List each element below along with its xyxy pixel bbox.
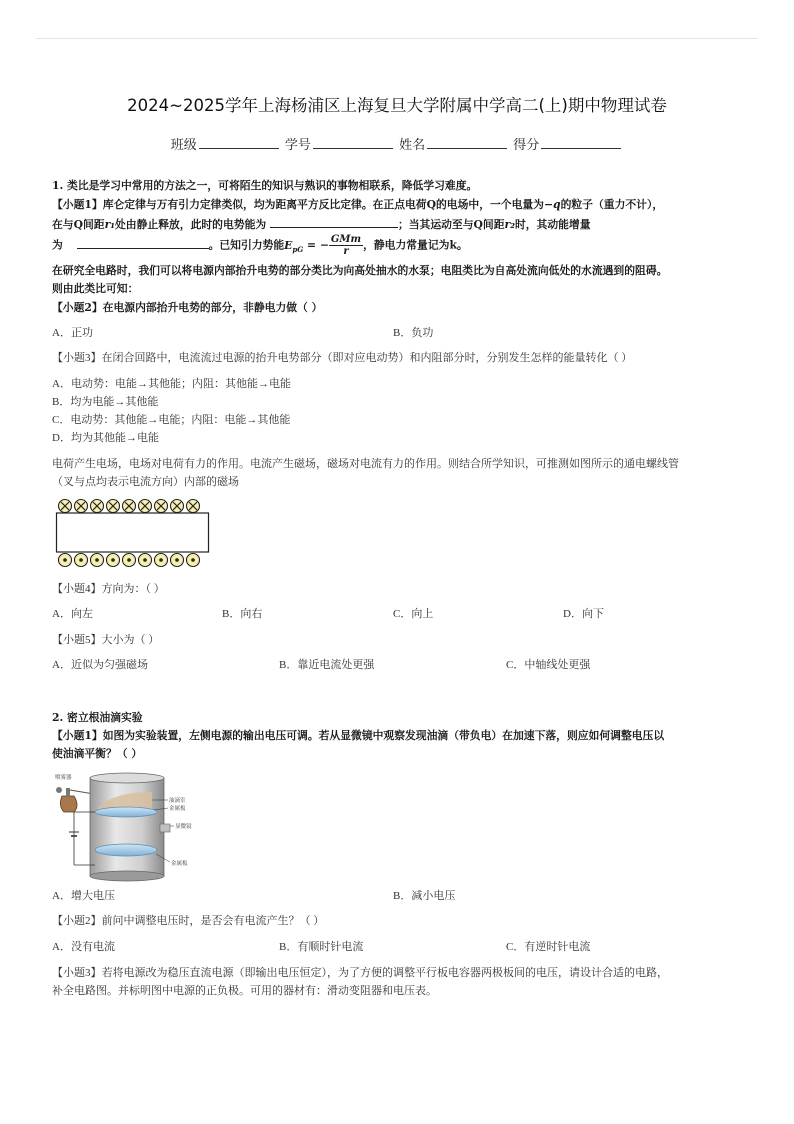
q1-sub1-text-b1: 在与Q间距 <box>52 218 105 231</box>
q2-sub1-option-b[interactable]: B．减小电压 <box>393 890 456 902</box>
q1-sub2-option-b[interactable]: B．负功 <box>393 327 434 339</box>
r1-symbol: r₁ <box>104 218 116 231</box>
q2-intro: 2. 密立根油滴实验 <box>52 711 143 724</box>
page-title: 2024~2025学年上海杨浦区上海复旦大学附属中学高二(上)期中物理试卷 <box>127 96 667 115</box>
top-divider <box>36 38 758 39</box>
q1-sub1-line3: 为 。已知引力势能$E_{pG}$ = − $\frac{\text{GMm}}{r}$ ，静电力常量记为k。 <box>52 234 468 257</box>
q1-sub1-text-c3: ，静电力常量记为k。 <box>363 238 468 252</box>
q1-sub3-option-b[interactable]: B．均为电能→其他能 <box>52 396 159 408</box>
student-id-blank[interactable] <box>313 136 393 149</box>
q2-sub1-line1: 【小题1】如图为实验装置，左侧电源的输出电压可调。若从显微镜中观察发现油滴（带负电）在加速下落，则应如何调整电压以 <box>52 729 665 742</box>
q1-sub3-option-d[interactable]: D．均为其他能→电能 <box>52 432 159 444</box>
lower-metal-plate <box>95 844 157 856</box>
q2-sub2-option-a[interactable]: A．没有电流 <box>52 941 115 953</box>
score-blank[interactable] <box>541 136 621 149</box>
q1-sub3-option-c[interactable]: C．电动势：其他能→电能；内阻：电能→其他能 <box>52 414 291 426</box>
atomizer-label: 喷雾器 <box>55 775 72 781</box>
microscope <box>160 824 170 832</box>
q2-sub1-option-a[interactable]: A．增大电压 <box>52 890 115 902</box>
upper-plate-label: 金属板 <box>169 806 186 812</box>
name-blank[interactable] <box>427 136 507 149</box>
q2-sub2: 【小题2】前问中调整电压时，是否会有电流产生？（ ） <box>52 915 325 927</box>
q1-context-3: 电荷产生电场，电场对电荷有力的作用。电流产生磁场，磁场对电流有力的作用。则结合所学知识，可推测如图所示的通电螺线管 <box>52 458 679 470</box>
q1-sub1-line2 <box>52 216 591 233</box>
r2-symbol: r₂ <box>504 218 515 231</box>
gravity-potential-fraction: $\frac{\text{GMm}}{r}$ <box>330 234 362 257</box>
class-blank[interactable] <box>199 136 279 149</box>
q1-sub1-text-a: 【小题1】库仑定律与万有引力定律类似，均为距离平方反比定律。在正点电荷Q的电场中，一个电量为 <box>52 198 544 211</box>
q1-sub1-text-c2: 。已知引力势能 <box>208 238 285 252</box>
q1-sub1-text-b2: 处由静止释放，此时的电势能为 <box>115 218 267 231</box>
class-label: 班级 <box>170 138 197 153</box>
blank-kinetic-energy[interactable] <box>77 237 209 249</box>
upper-metal-plate <box>95 807 157 817</box>
q2-sub2-option-b[interactable]: B．有顺时针电流 <box>279 941 364 953</box>
q1-sub1-text-b4: 时，其动能增量 <box>514 218 591 231</box>
q1-sub3: 【小题3】在闭合回路中，电流流过电源的抬升电势部分（即对应电动势）和内阻部分时，分别发生怎样的能量转化（ ） <box>52 352 633 364</box>
q1-sub4: 【小题4】方向为：（ ） <box>52 583 165 595</box>
student-id-label: 学号 <box>284 138 311 153</box>
q1-sub5-option-b[interactable]: B．靠近电流处更强 <box>279 659 375 671</box>
millikan-apparatus-figure <box>52 770 212 882</box>
oil-chamber-label: 油滴室 <box>169 798 186 804</box>
lower-plate-label: 金属板 <box>171 861 188 867</box>
charge-symbol: −q <box>543 198 561 211</box>
q1-context-4: （叉与点均表示电流方向）内部的磁场 <box>52 476 239 488</box>
q1-sub4-option-a[interactable]: A．向左 <box>52 608 93 620</box>
name-label: 姓名 <box>399 138 426 153</box>
atomizer <box>56 787 94 812</box>
q1-sub1-text-a2: 的粒子（重力不计）， <box>560 198 664 211</box>
q1-sub5-option-c[interactable]: C．中轴线处更强 <box>506 659 591 671</box>
student-info-row <box>0 134 794 153</box>
ep-symbol: $E_{pG}$ <box>284 238 304 254</box>
chamber-cylinder <box>90 773 164 881</box>
q2-sub1-line2: 使油滴平衡？（ ） <box>52 747 143 760</box>
q1-sub3-option-a[interactable]: A．电动势：电能→其他能；内阻：其他能→电能 <box>52 378 291 390</box>
q1-intro: 1. 类比是学习中常用的方法之一，可将陌生的知识与熟识的事物相联系，降低学习难度。 <box>52 179 478 192</box>
q1-sub1-line1 <box>52 197 663 213</box>
q1-sub1-text-b3: ；当其运动至与Q间距 <box>397 218 505 231</box>
q1-context-1: 在研究全电路时，我们可以将电源内部抬升电势的部分类比为向高处抽水的水泵；电阻类比为自高处流向低处的水流遇到的阻碍。 <box>52 264 668 277</box>
q1-sub4-option-d[interactable]: D．向下 <box>563 608 604 620</box>
q1-sub2-option-a[interactable]: A．正功 <box>52 327 93 339</box>
q2-sub3-line2: 补全电路图。并标明图中电源的正负极。可用的器材有：滑动变阻器和电压表。 <box>52 985 437 997</box>
microscope-label: 显微镜 <box>175 824 192 830</box>
q1-sub4-option-b[interactable]: B．向右 <box>222 608 263 620</box>
q1-sub2: 【小题2】在电源内部抬升电势的部分，非静电力做（ ） <box>52 301 323 314</box>
q1-sub5: 【小题5】大小为（ ） <box>52 634 160 646</box>
solenoid-body <box>57 513 209 552</box>
q1-sub5-option-a[interactable]: A．近似为匀强磁场 <box>52 659 148 671</box>
current-into-page-row <box>59 500 200 513</box>
q1-context-2: 则由此类比可知： <box>52 282 139 295</box>
blank-potential-energy[interactable] <box>270 216 398 228</box>
q1-sub4-option-c[interactable]: C．向上 <box>393 608 434 620</box>
q2-sub2-option-c[interactable]: C．有逆时针电流 <box>506 941 591 953</box>
current-out-of-page-row <box>59 554 200 567</box>
solenoid-figure <box>55 497 211 569</box>
score-label: 得分 <box>513 138 540 153</box>
q2-sub3-line1: 【小题3】若将电源改为稳压直流电源（即输出电压恒定），为了方便的调整平行板电容器两极板间的电压，请设计合适的电路， <box>52 967 668 979</box>
q1-sub1-text-c1: 为 <box>52 238 63 252</box>
